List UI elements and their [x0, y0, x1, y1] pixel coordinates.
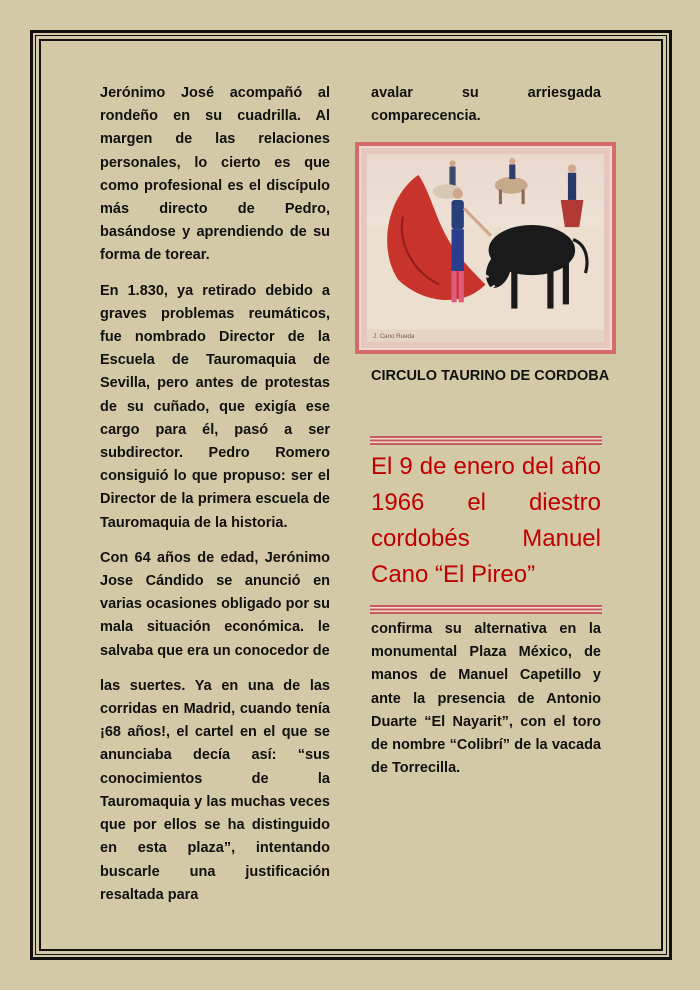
image-caption: CIRCULO TAURINO DE CORDOBA — [371, 368, 610, 384]
headline-line-4: Cano “El Pireo” — [371, 561, 536, 588]
painting-signature: J. Cano Rueda — [373, 332, 415, 340]
left-paragraph-1: Jerónimo José acompañó al rondeño en su cuadrilla. Al margen de las relaciones personales, lo cierto es que como profesional es el discípulo más directo de Pedro, basándose y aprendiendo de su forma de torear. — [100, 85, 330, 264]
intro-line-2: comparecencia. — [371, 108, 481, 125]
left-paragraph-3: Con 64 años de edad, Jerónimo Jose Cándido se anunció en varias ocasiones obligado por su mala situación económica. le salvaba que era un conocedor de — [100, 549, 330, 659]
left-paragraph-4: las suertes. Ya en una de las corridas en Madrid, cuando tenía ¡68 años!, el cartel en el que se anunciaba decía así: “sus conocimientos de la Tauromaquia y las muchas veces que por ellos se ha distinguido en esta plaza”, intentando buscarle una justificación resaltada para — [100, 677, 330, 903]
right-body-paragraph: confirma su alternativa en la monumental Plaza México, de manos de Manuel Capetillo y ante la presencia de Antonio Duarte “El Nayarit”, con el toro de nombre “Colibrí” de la vacada de Torrecilla. — [371, 621, 601, 777]
intro-line-1: avalar su arriesgada — [371, 85, 601, 101]
headline-line-2: 1966 el diestro — [371, 489, 601, 516]
headline — [371, 449, 601, 593]
headline-rule-bottom — [370, 605, 602, 614]
headline-rule-top — [370, 436, 602, 445]
right-column-intro — [371, 82, 601, 128]
headline-line-3: cordobés Manuel — [371, 525, 601, 552]
bullfight-painting-frame — [355, 142, 616, 354]
bullfight-painting — [367, 154, 604, 342]
left-column — [100, 82, 330, 919]
left-paragraph-2: En 1.830, ya retirado debido a graves problemas reumáticos, fue nombrado Director de la Escuela de Tauromaquia de Sevilla, pero antes de protestas de su cuñado, que exigía ese cargo para él, pasó a ser subdirector. Pedro Romero consiguió lo que propuso: ser el Director de la primera escuela de Tauromaquia de la historia. — [100, 282, 330, 531]
headline-line-1: El 9 de enero del año — [371, 453, 601, 480]
